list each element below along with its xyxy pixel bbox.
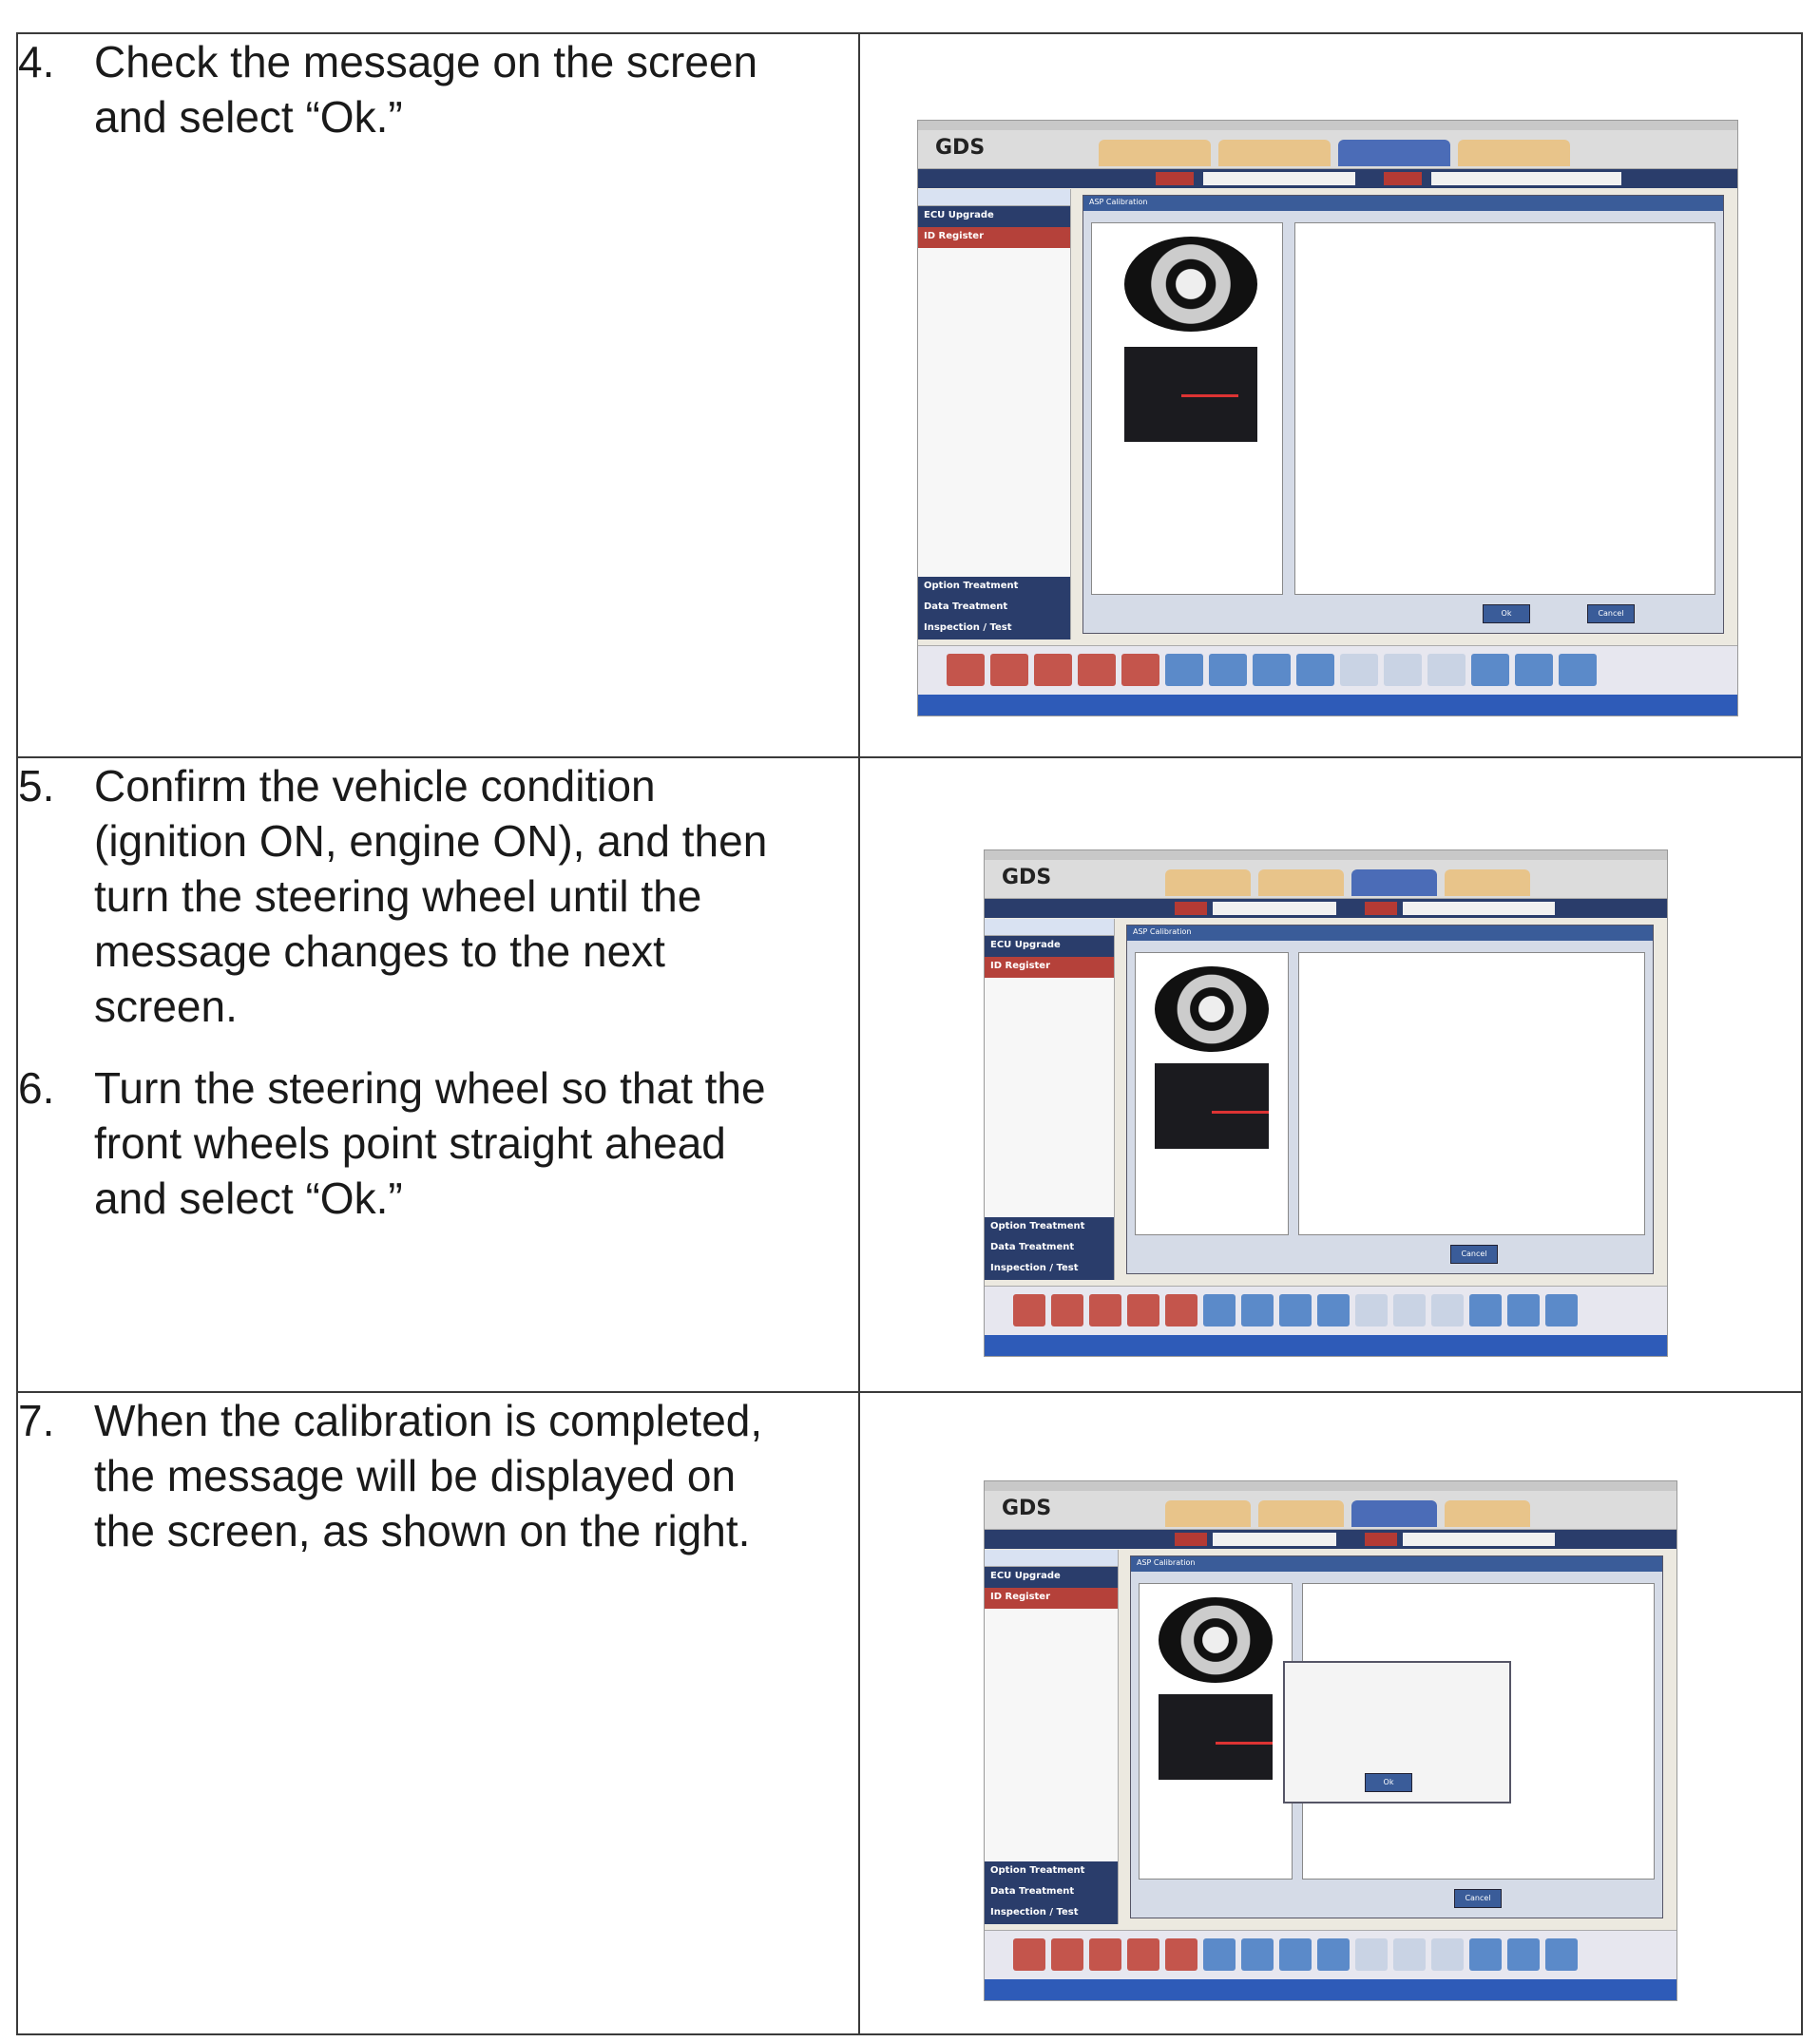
steps-table [16, 32, 1803, 2035]
side-item: ECU Upgrade [918, 206, 1070, 227]
step-instruction: Check the message on the screen and select “Ok.” [94, 37, 758, 142]
side-menu [985, 1550, 1119, 1924]
side-item: ID Register [985, 957, 1114, 978]
cancel-button: Cancel [1454, 1889, 1502, 1908]
message-panel [1294, 222, 1715, 595]
message-panel [1298, 952, 1645, 1235]
screenshot-ok-prompt [917, 120, 1738, 716]
steering-wheel-image [1159, 1597, 1273, 1683]
step-text-cell [17, 757, 859, 1392]
step-number: 5. [18, 761, 55, 811]
step-number: 4. [18, 37, 55, 86]
side-item: Data Treatment [985, 1882, 1118, 1903]
screenshot-cell [859, 1392, 1802, 2034]
step-instruction: When the calibration is completed, the message will be displayed on the screen, as shown on the right. [94, 1396, 763, 1555]
completed-popup [1283, 1661, 1511, 1803]
gds-logo: GDS [1002, 866, 1052, 889]
step-text-cell [17, 33, 859, 757]
step-row [17, 33, 1802, 757]
step-7 [18, 1393, 858, 1558]
calibration-dialog [1130, 1555, 1663, 1918]
dialog-title: ASP Calibration [1131, 1556, 1662, 1572]
side-item: Inspection / Test [985, 1903, 1118, 1924]
gds-logo: GDS [935, 136, 986, 160]
side-item: ID Register [985, 1588, 1118, 1609]
side-item: ECU Upgrade [985, 936, 1114, 957]
screenshot-cell [859, 757, 1802, 1392]
cancel-button: Cancel [1587, 604, 1635, 623]
gauge-image [1159, 1694, 1273, 1780]
cancel-button: Cancel [1450, 1245, 1498, 1264]
ok-button: Ok [1483, 604, 1530, 623]
step-6 [18, 1060, 858, 1226]
dialog-title: ASP Calibration [1127, 926, 1653, 941]
step-number: 7. [18, 1396, 55, 1445]
steering-wheel-image [1155, 966, 1269, 1052]
side-item: ID Register [918, 227, 1070, 248]
calibration-dialog [1126, 925, 1654, 1274]
dialog-title: ASP Calibration [1083, 196, 1723, 211]
side-item: Data Treatment [985, 1238, 1114, 1259]
popup-ok-button: Ok [1365, 1773, 1412, 1792]
side-item: ECU Upgrade [985, 1567, 1118, 1588]
side-menu [918, 189, 1071, 639]
step-5 [18, 758, 858, 1034]
steering-wheel-image [1124, 237, 1257, 332]
step-row [17, 1392, 1802, 2034]
side-item: Inspection / Test [918, 619, 1070, 639]
gauge-image [1124, 347, 1257, 442]
screenshot-calibration-complete [984, 1480, 1677, 2001]
side-item: Data Treatment [918, 598, 1070, 619]
side-item: Inspection / Test [985, 1259, 1114, 1280]
side-item: Option Treatment [985, 1217, 1114, 1238]
gds-logo: GDS [1002, 1497, 1052, 1520]
calibration-dialog [1082, 195, 1724, 634]
step-row [17, 757, 1802, 1392]
step-number: 6. [18, 1063, 55, 1113]
side-item: Option Treatment [985, 1861, 1118, 1882]
side-item: Option Treatment [918, 577, 1070, 598]
step-4 [18, 34, 858, 144]
screenshot-turn-wheel [984, 849, 1668, 1357]
step-text-cell [17, 1392, 859, 2034]
screenshot-cell [859, 33, 1802, 757]
gauge-image [1155, 1063, 1269, 1149]
step-instruction: Confirm the vehicle condition (ignition ON, engine ON), and then turn the steering wheel until the message changes to the next screen. [94, 761, 768, 1031]
step-instruction: Turn the steering wheel so that the front wheels point straight ahead and select “Ok.” [94, 1063, 766, 1223]
side-menu [985, 919, 1115, 1280]
